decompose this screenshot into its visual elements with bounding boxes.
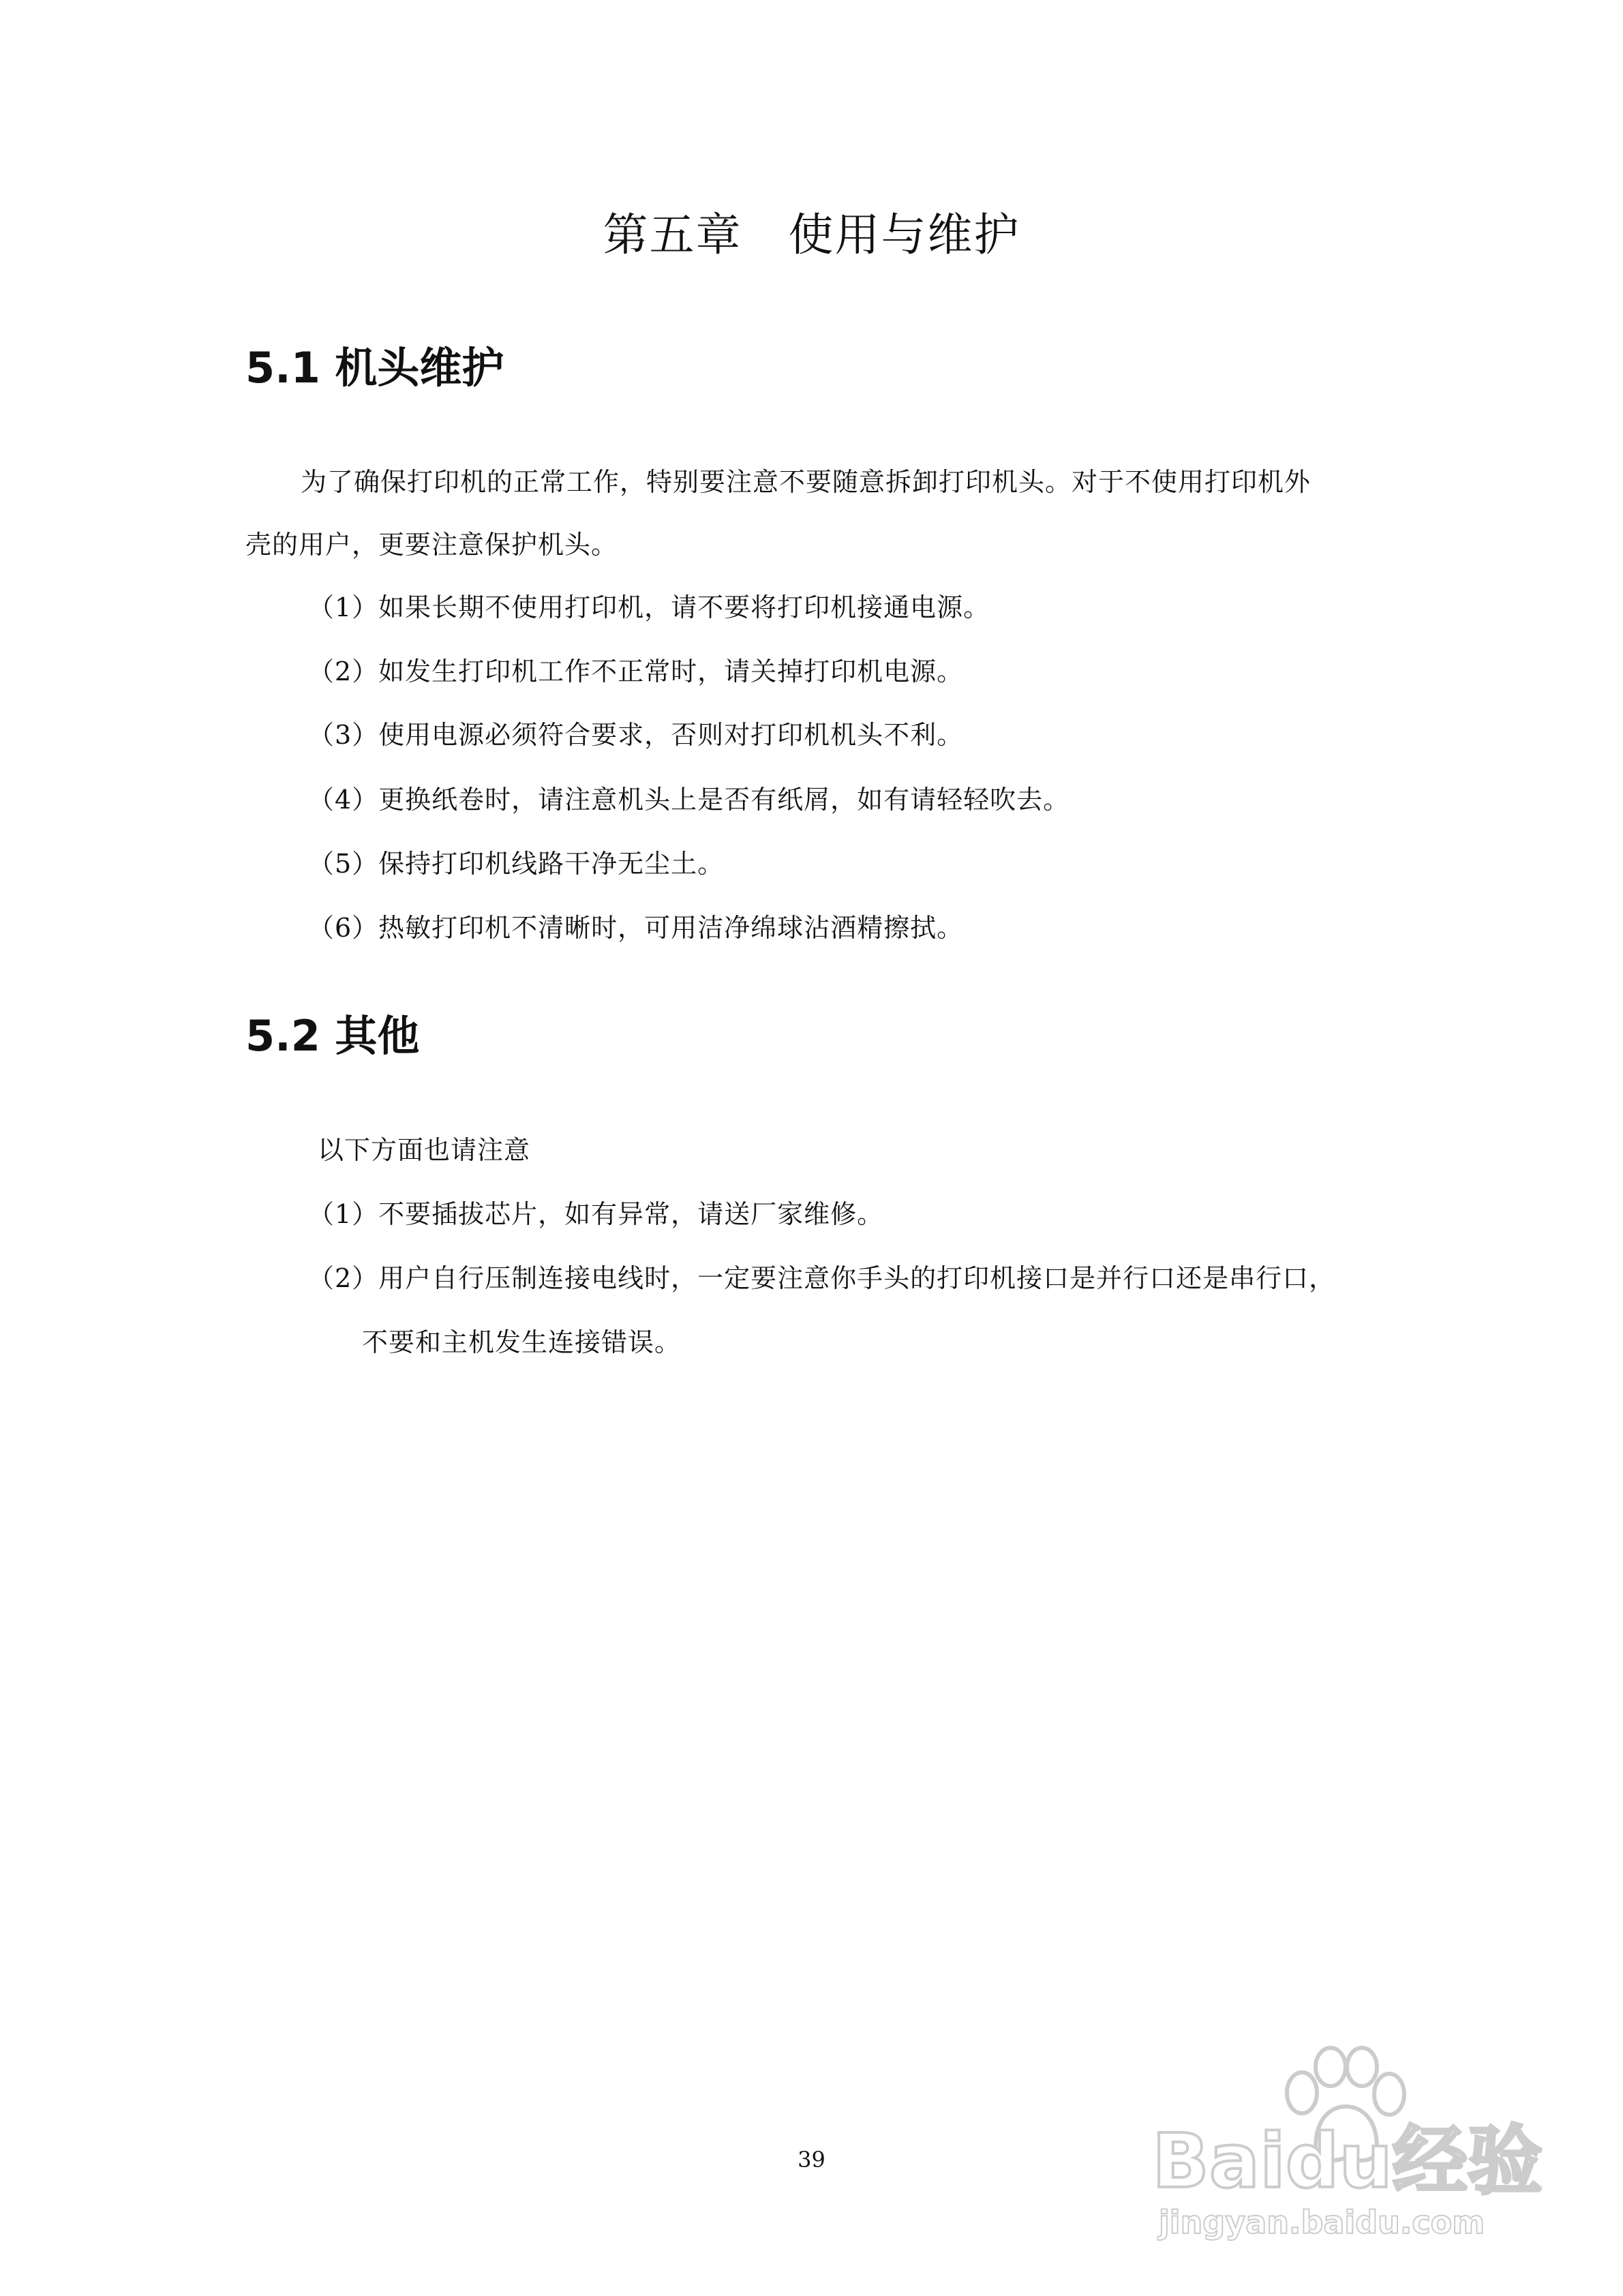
maintenance-item-5: （5）保持打印机线路干净无尘土。 [308,849,725,879]
watermark-logo-text: Baidu经验 [1152,2117,1543,2205]
section-1-intro-line-2: 壳的用户，更要注意保护机头。 [245,530,618,560]
watermark-url: jingyan.baidu.com [1159,2204,1485,2241]
section-heading-5-2: 5.2 其他 [245,1011,420,1061]
page-number: 39 [798,2147,825,2173]
other-item-1: （1）不要插拔芯片，如有异常，请送厂家维修。 [308,1199,884,1229]
chapter-title: 第五章 使用与维护 [603,209,1020,261]
maintenance-item-1: （1）如果长期不使用打印机，请不要将打印机接通电源。 [308,592,990,622]
section-heading-5-1: 5.1 机头维护 [245,343,504,393]
maintenance-item-2: （2）如发生打印机工作不正常时，请关掉打印机电源。 [308,656,964,686]
maintenance-item-4: （4）更换纸卷时，请注意机头上是否有纸屑，如有请轻轻吹去。 [308,785,1070,815]
maintenance-item-6: （6）热敏打印机不清晰时，可用洁净绵球沾酒精擦拭。 [308,913,964,943]
maintenance-item-3: （3）使用电源必须符合要求，否则对打印机机头不利。 [308,720,964,750]
other-item-2: （2）用户自行压制连接电线时，一定要注意你手头的打印机接口是并行口还是串行口， [308,1263,1336,1293]
other-item-2-continuation: 不要和主机发生连接错误。 [362,1327,682,1357]
section-1-intro-line-1: 为了确保打印机的正常工作，特别要注意不要随意拆卸打印机头。对于不使用打印机外 [301,467,1311,497]
baidu-jingyan-watermark [1152,2045,1543,2250]
section-2-intro: 以下方面也请注意 [318,1135,531,1165]
